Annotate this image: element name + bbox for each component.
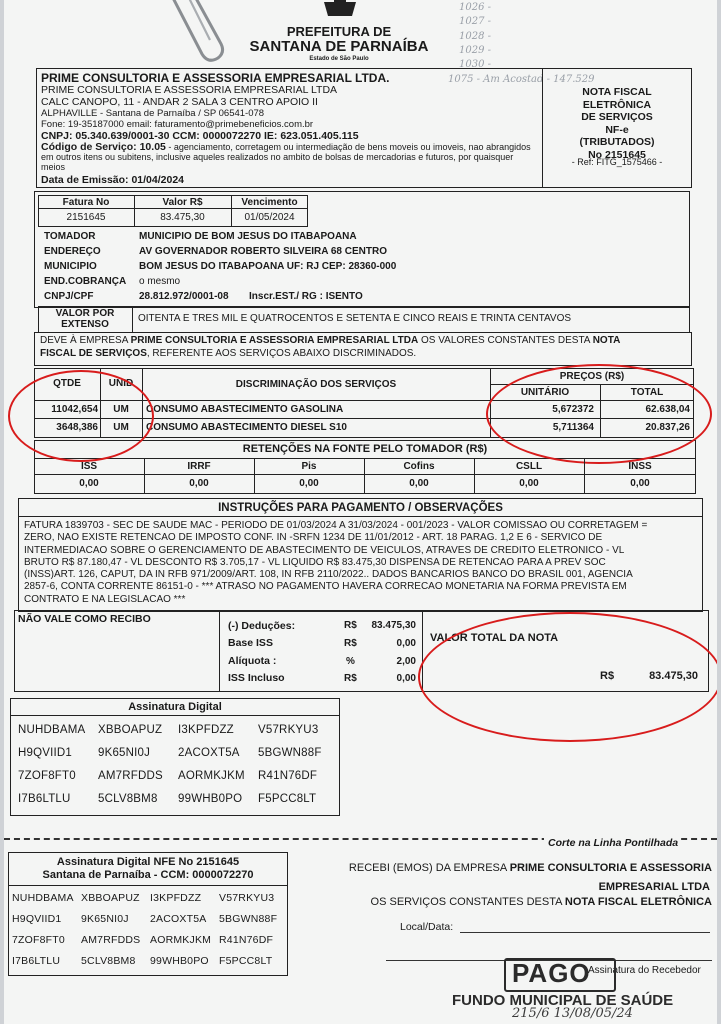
receipt-line: OS SERVIÇOS CONSTANTES DESTA NOTA FISCAL ELETRÔNICA: [370, 896, 712, 908]
stub-signature-code: R41N76DF: [219, 934, 274, 946]
total-value: 83.475,30: [649, 670, 698, 682]
withholding-value-irrf: 0,00: [189, 478, 209, 489]
stub-signature-code: 2ACOXT5A: [150, 913, 207, 925]
billing-address-label: END.COBRANÇA: [44, 276, 127, 287]
description-header: DISCRIMINAÇÃO DOS SERVIÇOS: [235, 379, 397, 390]
handwritten-note: 1026 -: [459, 2, 492, 13]
stub-signature-code: 7ZOF8FT0: [12, 934, 65, 946]
signature-code: AORMKJKM: [178, 770, 245, 782]
withholding-header-cofins: Cofins: [403, 461, 435, 472]
rate-label: Alíquota :: [228, 655, 277, 667]
stub-signature-code: 5CLV8BM8: [81, 955, 136, 967]
deductions-value: 83.475,30: [371, 620, 416, 631]
red-annotation-circle: [486, 364, 712, 464]
invoice-number-header: Fatura No: [62, 197, 110, 208]
state-caption: Estado de São Paulo: [309, 56, 369, 62]
iss-included-label: ISS Incluso: [228, 672, 285, 684]
stub-signature-title: Assinatura Digital NFE No 2151645: [56, 856, 240, 868]
address-value: AV GOVERNADOR ROBERTO SILVEIRA 68 CENTRO: [139, 246, 387, 257]
cnpj-value: 28.812.972/0001-08: [139, 291, 229, 302]
total-label: VALOR TOTAL DA NOTA: [430, 632, 559, 644]
invoice-number: 2151645: [66, 212, 106, 223]
rate-unit: %: [346, 656, 355, 667]
withholding-value-pis: 0,00: [299, 478, 319, 489]
stub-signature-code: I7B6LTLU: [12, 955, 61, 967]
withholding-value-inss: 0,00: [630, 478, 650, 489]
deductions-label: (-) Deduções:: [228, 620, 296, 632]
signature-code: 9K65NI0J: [98, 747, 151, 759]
receipt-line: RECEBI (EMOS) DA EMPRESA PRIME CONSULTORIA E ASSESSORIA: [348, 862, 712, 874]
red-annotation-circle: [418, 612, 717, 742]
quantity-header: QTDE: [53, 378, 81, 389]
nf-number: No 2151645: [588, 148, 646, 161]
issuer-address: CALC CANOPO, 11 - ANDAR 2 SALA 3 CENTRO APOIO II: [41, 96, 318, 108]
instructions-text: FATURA 1839703 - SEC DE SAUDE MAC - PERIODO DE 01/03/2024 A 31/03/2024 - 001/2023 - VALOR COMISSAO OU CORRETAGEM = ZERO, NAO EXISTE RETENCAO DE IMPOSTO CONF. IN -SRFN 1234 DE 11/01/2012 - ART. 18 PARAG. 1,2 E 6 - SERVICO DE INTERMEDIACAO SOBRE O GERENCIAMENTO DE ABASTECIMENTO DE VEICULOS, ATRAVES DE CREDITO ELETRONICO - VL BRUTO R$ 87.180,47 - VL DESCONTO R$ 3.705,17 - VL LIQUIDO R$ 83.475,30 DISPENSA DE RETENCAO PARA A PREV SOC (INSS)ART. 126, CAPUT, DA IN RFB 971/2009/ART. 108, IN RFB 2110/2022.. DADOS BANCARIOS BANCO DO BRASIL 001, AGENCIA 2857-6, CONTA CORRENTE 86151-0 - *** ATRASO NO PAGAMENTO HAVERA CORRECAO MONETARIA NA FORMA PREVISTA EM CONTRATO E NA LEGISLACAO ***: [24, 520, 648, 605]
signature-code: 2ACOXT5A: [178, 747, 240, 759]
cnpj-label: CNPJ/CPF: [44, 291, 94, 302]
digital-signature-title: Assinatura Digital: [128, 701, 222, 713]
invoice-sheet: [4, 0, 717, 1024]
unit-price-header: UNITÁRIO: [520, 387, 570, 398]
total-header: TOTAL: [630, 387, 664, 398]
handwritten-note: 1075 - Am Acostad - 147.529: [448, 74, 595, 85]
invoice-value-header: Valor R$: [162, 197, 203, 208]
withholding-header-iss: ISS: [80, 461, 98, 472]
stub-signature-code: F5PCC8LT: [219, 955, 273, 967]
invoice-value: 83.475,30: [160, 212, 205, 223]
handwritten-note: 1029 -: [459, 45, 492, 56]
signature-code: F5PCC8LT: [258, 793, 317, 805]
paper-clip-icon: [162, 0, 252, 66]
stub-signature-code: 9K65NI0J: [81, 913, 129, 925]
issuer-name: PRIME CONSULTORIA E ASSESSORIA EMPRESARIAL LTDA.: [41, 71, 390, 85]
receiver-signature-label: Assinatura do Recebedor: [588, 965, 701, 976]
iss-base-value: 0,00: [396, 638, 416, 649]
stub-signature-code: AORMKJKM: [150, 934, 212, 946]
receipt-line: EMPRESARIAL LTDA: [598, 881, 710, 893]
signature-code: NUHDBAMA: [18, 724, 86, 736]
prices-header: PREÇOS (R$): [559, 371, 625, 382]
stub-signature-code: I3KPFDZZ: [150, 892, 202, 904]
coat-of-arms-icon: [320, 0, 360, 20]
stub-signature-code: V57RKYU3: [219, 892, 275, 904]
row-quantity: 3648,386: [56, 422, 98, 433]
fund-stamp: FUNDO MUNICIPAL DE SAÚDE: [452, 992, 674, 1009]
city-title: PREFEITURA DE: [286, 24, 392, 39]
stub-signature-code: NUHDBAMA: [12, 892, 74, 904]
withholding-header-csll: CSLL: [515, 461, 543, 472]
tomador-value: MUNICIPIO DE BOM JESUS DO ITABAPOANA: [139, 231, 357, 242]
amount-in-words: OITENTA E TRES MIL E QUATROCENTOS E SETENTA E CINCO REAIS E TRINTA CENTAVOS: [138, 313, 572, 324]
issuer-address: ALPHAVILLE - Santana de Parnaíba / SP 06541-078: [41, 108, 265, 119]
city-value: BOM JESUS DO ITABAPOANA UF: RJ CEP: 28360-000: [139, 261, 397, 272]
cut-line-label: Corte na Linha Pontilhada: [544, 837, 678, 849]
signature-code: 5BGWN88F: [258, 747, 322, 759]
row-total: 20.837,26: [645, 422, 690, 433]
row-description: CONSUMO ABASTECIMENTO DIESEL S10: [146, 422, 347, 433]
billing-address-value: o mesmo: [139, 276, 181, 287]
local-date-label: Local/Data:: [400, 921, 454, 933]
city-title: SANTANA DE PARNAÍBA: [249, 38, 429, 55]
unit-header: UNID: [108, 378, 134, 389]
signature-code: 99WHB0PO: [178, 793, 243, 805]
withholding-header-inss: INSS: [628, 461, 652, 472]
deductions-currency: R$: [344, 620, 357, 631]
row-unit-price: 5,672372: [552, 404, 594, 415]
row-quantity: 11042,654: [51, 404, 98, 415]
not-a-receipt: NÃO VALE COMO RECIBO: [18, 613, 151, 625]
state-registration: Inscr.EST./ RG : ISENTO: [249, 291, 363, 302]
row-unit: UM: [113, 422, 129, 433]
nf-title: NOTA FISCAL ELETRÔNICA DE SERVIÇOS NF-e (TRIBUTADOS) No 2151645: [544, 86, 690, 161]
handwritten-note: 1027 -: [459, 16, 492, 27]
row-unit: UM: [113, 404, 129, 415]
withholding-header-pis: Pis: [301, 461, 317, 472]
signature-code: 7ZOF8FT0: [18, 770, 76, 782]
paid-stamp: PAGO: [512, 958, 591, 988]
withholding-value-csll: 0,00: [519, 478, 539, 489]
stub-signature-code: AM7RFDDS: [81, 934, 141, 946]
signature-code: I3KPFDZZ: [178, 724, 234, 736]
iss-included-value: 0,00: [396, 673, 416, 684]
instructions-title: INSTRUÇÕES PARA PAGAMENTO / OBSERVAÇÕES: [218, 502, 503, 514]
withholding-value-iss: 0,00: [79, 478, 99, 489]
service-code: Código de Serviço: 10.05 - agenciamento, corretagem ou intermediação de bens moveis ou imoveis, nao abrangidos em outros itens ou subitens, inclusive aqueles realizados no ambito de bolsas de mercadorias e futuros, por quaisquer meios: [41, 141, 531, 172]
paid-stamp-frame: [504, 958, 616, 992]
issuer-cnpj: CNPJ: 05.340.639/0001-30 CCM: 0000072270 IE: 623.051.405.115: [41, 130, 359, 142]
local-date-line: [460, 932, 710, 933]
stub-signature-subtitle: Santana de Parnaíba - CCM: 0000072270: [42, 869, 254, 881]
issuer-name-line: PRIME CONSULTORIA E ASSESSORIA EMPRESARIAL LTDA: [41, 84, 338, 96]
signature-code: H9QVIID1: [18, 747, 73, 759]
withholding-title: RETENÇÕES NA FONTE PELO TOMADOR (R$): [242, 443, 488, 455]
address-label: ENDEREÇO: [44, 246, 101, 257]
due-date: 01/05/2024: [244, 212, 295, 223]
emission-date: Data de Emissão: 01/04/2024: [41, 174, 185, 186]
signature-code: AM7RFDDS: [98, 770, 163, 782]
rate-value: 2,00: [396, 656, 416, 667]
stub-signature-code: H9QVIID1: [12, 913, 62, 925]
iss-base-currency: R$: [344, 638, 357, 649]
due-date-header: Vencimento: [241, 197, 298, 208]
red-annotation-circle: [8, 370, 154, 462]
handwritten-note: 1028 -: [459, 31, 492, 42]
signature-code: 5CLV8BM8: [98, 793, 158, 805]
iss-base-label: Base ISS: [228, 637, 273, 649]
stub-signature-code: 5BGWN88F: [219, 913, 278, 925]
handwritten-date: 215/6 13/08/05/24: [512, 1006, 633, 1021]
issuer-contact: Fone: 19-35187000 email: faturamento@primebeneficios.com.br: [41, 119, 314, 130]
total-currency: R$: [600, 670, 615, 682]
stub-signature-code: 99WHB0PO: [150, 955, 209, 967]
declaration-text: DEVE À EMPRESA PRIME CONSULTORIA E ASSESSORIA EMPRESARIAL LTDA OS VALORES CONSTANTES DESTA NOTA FISCAL DE SERVIÇOS, REFERENTE AOS SERVIÇOS ABAIXO DISCRIMINADOS.: [40, 335, 621, 359]
signature-code: XBBOAPUZ: [98, 724, 163, 736]
withholding-value-cofins: 0,00: [409, 478, 429, 489]
signature-code: R41N76DF: [258, 770, 318, 782]
handwritten-note: 1030 -: [459, 59, 492, 70]
nf-ref: - Ref: FITG_1575466 -: [571, 157, 663, 167]
tomador-label: TOMADOR: [44, 231, 96, 242]
signature-code: I7B6LTLU: [18, 793, 71, 805]
stub-signature-code: XBBOAPUZ: [81, 892, 140, 904]
city-label: MUNICIPIO: [44, 261, 97, 272]
row-description: CONSUMO ABASTECIMENTO GASOLINA: [146, 404, 344, 415]
amount-in-words-label: VALOR POR EXTENSO: [55, 308, 115, 330]
withholding-header-irrf: IRRF: [187, 461, 211, 472]
row-total: 62.638,04: [645, 404, 690, 415]
signature-code: V57RKYU3: [258, 724, 319, 736]
row-unit-price: 5,711364: [552, 422, 594, 433]
iss-included-currency: R$: [344, 673, 357, 684]
